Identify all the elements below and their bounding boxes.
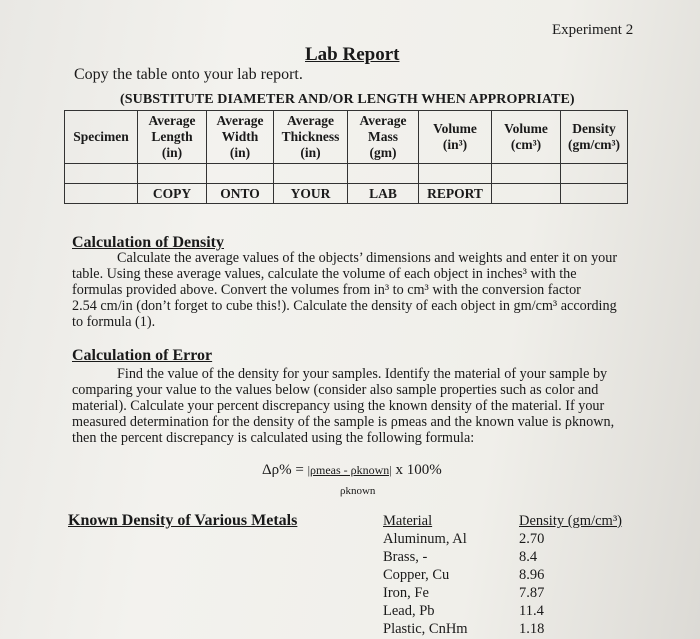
header-volume-cm3: Volume (cm³) (492, 111, 561, 164)
table-header-row (65, 111, 628, 164)
metals-heading: Known Density of Various Metals (68, 512, 298, 529)
header-volume-in3: Volume (in³) (419, 111, 492, 164)
list-item: 11.4 (519, 603, 544, 619)
formula-lhs: Δρ% = (262, 462, 304, 478)
footer-word: COPY (138, 184, 207, 204)
list-item: Iron, Fe (383, 585, 429, 601)
error-paragraph: Find the value of the density for your samples. Identify the material of your sample by comparing your value to the values below (consider also sample properties such as color and material). Calculate your percent discrepancy using the known density of the material. If your measured determination for the density of the sample is ρmeas and the known value is ρknown, then the percent discrepancy is calculated using the following formula: (72, 366, 615, 446)
header-specimen: Specimen (65, 111, 138, 164)
footer-word: YOUR (274, 184, 348, 204)
list-item: Brass, - (383, 549, 428, 565)
header-avg-thickness: Average Thickness (in) (274, 111, 348, 164)
footer-word: LAB (348, 184, 419, 204)
list-item: 7.87 (519, 585, 545, 601)
table-caption: (SUBSTITUTE DIAMETER AND/OR LENGTH WHEN APPROPRIATE) (120, 92, 575, 107)
header-density: Density (gm/cm³) (561, 111, 628, 164)
list-item: 1.18 (519, 621, 545, 637)
table-footer-row (65, 184, 628, 204)
lab-data-table (64, 110, 628, 204)
list-item: 2.70 (519, 531, 545, 547)
header-avg-length: Average Length (in) (138, 111, 207, 164)
header-avg-width: Average Width (in) (207, 111, 274, 164)
density-paragraph: Calculate the average values of the objects’ dimensions and weights and enter it on your table. Using these average values, calculate the volume of each object in inches³ with the formulas provided above. Convert the volumes from in³ to cm³ with the conversion factor 2.54 cm/in (don’t forget to cube this!). Calculate the density of each object in gm/cm³ according to formula (1). (72, 250, 618, 330)
density-heading: Calculation of Density (72, 234, 224, 251)
header-avg-mass: Average Mass (gm) (348, 111, 419, 164)
materials-column (383, 512, 468, 638)
material-column-header: Material (383, 513, 433, 529)
table-row (65, 164, 628, 184)
formula-numerator: |ρmeas - ρknown| (307, 463, 392, 477)
density-column (519, 512, 622, 638)
list-item: Plastic, CnHm (383, 621, 468, 637)
list-item: Aluminum, Al (383, 531, 467, 547)
list-item: 8.4 (519, 549, 538, 565)
experiment-label: Experiment 2 (552, 22, 634, 38)
formula-times: x 100% (395, 462, 442, 478)
list-item: Copper, Cu (383, 567, 450, 583)
formula-denominator: ρknown (340, 485, 376, 497)
list-item: 8.96 (519, 567, 545, 583)
list-item: Lead, Pb (383, 603, 435, 619)
page-title: Lab Report (305, 44, 400, 65)
discrepancy-formula (262, 462, 442, 479)
density-column-header: Density (gm/cm³) (519, 513, 623, 529)
error-heading: Calculation of Error (72, 347, 213, 364)
footer-word: REPORT (419, 184, 492, 204)
footer-word: ONTO (207, 184, 274, 204)
instruction-text: Copy the table onto your lab report. (74, 66, 303, 83)
